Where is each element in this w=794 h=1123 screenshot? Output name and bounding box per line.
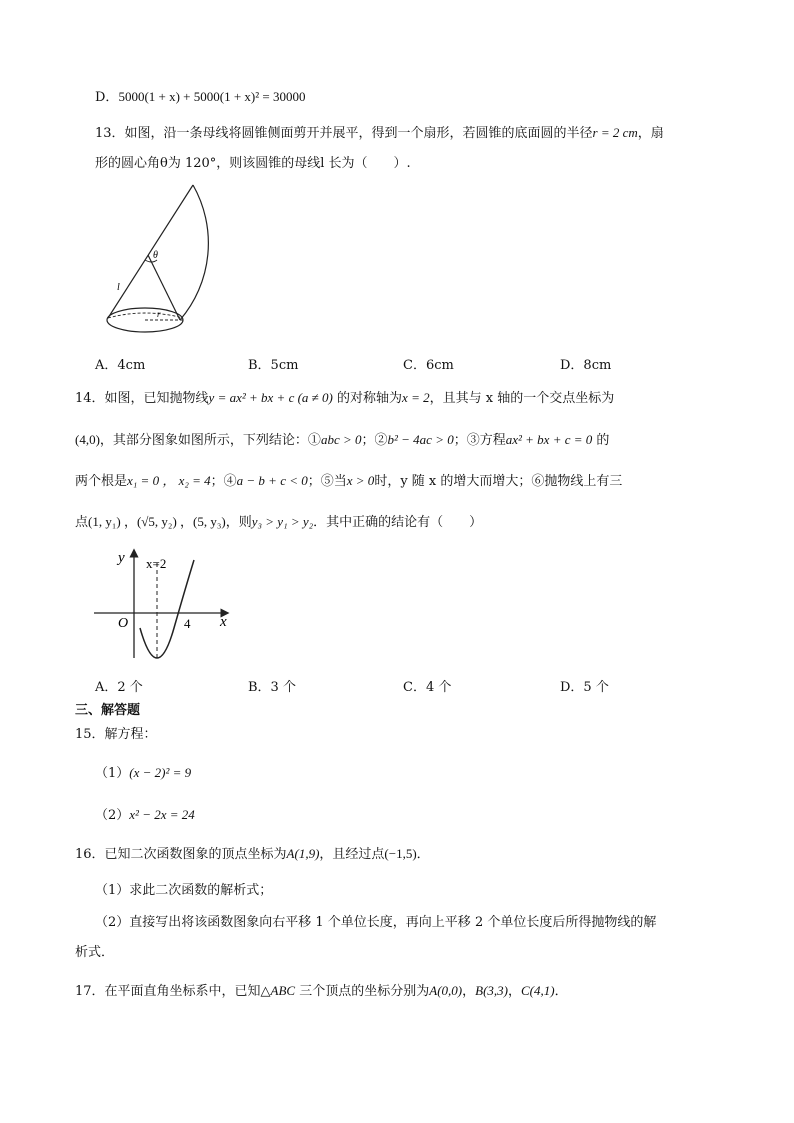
q17-line1 bbox=[75, 982, 568, 1001]
q13-option-d[interactable]: D．8cm bbox=[560, 358, 612, 373]
q15-part1-label: （1） bbox=[95, 766, 130, 781]
r-label: r bbox=[157, 309, 161, 319]
q14-line4 bbox=[75, 513, 482, 532]
q17-end: ． bbox=[554, 984, 568, 999]
q14-text4b: ，则 bbox=[225, 515, 252, 530]
q16-text-b: ，且经过点 bbox=[319, 847, 385, 862]
q14-text3: 两个根是 bbox=[75, 474, 128, 489]
q14-text4: 点 bbox=[75, 515, 89, 530]
q17-triangle: △ABC bbox=[260, 983, 296, 998]
q14-conclusion-1: abc > 0 bbox=[320, 432, 362, 447]
q14-option-b[interactable]: B．3 个 bbox=[248, 680, 296, 695]
q14-line3 bbox=[75, 472, 622, 491]
q14-text2: ，其部分图象如图所示，下列结论：① bbox=[99, 433, 321, 448]
q14-text3b: ；④ bbox=[210, 474, 237, 489]
q14-axis: x = 2 bbox=[402, 390, 430, 405]
q14-conclusion-4: a − b + c < 0 bbox=[236, 473, 308, 488]
q16-line1 bbox=[75, 845, 430, 864]
q15-part1 bbox=[95, 764, 191, 783]
q14-conclusion-6: y₃ > y₁ > y₂ bbox=[251, 514, 314, 529]
parabola-figure bbox=[92, 548, 242, 668]
q14-text: 14．如图，已知抛物线 bbox=[75, 391, 209, 406]
q14-conclusion-5: x > 0 bbox=[346, 473, 375, 488]
q16-text-c: ． bbox=[416, 847, 430, 862]
q13-text2: 形的圆心角θ为 120°，则该圆锥的母线l 长为（ ）. bbox=[95, 156, 411, 171]
cone-sector-figure bbox=[100, 180, 240, 340]
q14-option-c[interactable]: C．4 个 bbox=[403, 680, 452, 695]
q14-text2e: 的 bbox=[596, 433, 610, 448]
q14-parabola: y = ax² + bx + c (a ≠ 0) bbox=[208, 390, 333, 405]
q14-text4c: ．其中正确的结论有（ ） bbox=[313, 515, 483, 530]
q14-text3c: ；⑤当 bbox=[307, 474, 347, 489]
q15-part2 bbox=[95, 806, 195, 825]
q14-text3d: 时，y 随 x 的增大而增大；⑥抛物线上有三 bbox=[374, 474, 623, 489]
q16-part1: （1）求此二次函数的解析式； bbox=[95, 883, 273, 898]
option-label: D． bbox=[95, 90, 119, 105]
q16-part2: （2）直接写出将该函数图象向右平移 1 个单位长度，再向上平移 2 个单位长度后所得抛物线的解 bbox=[95, 915, 657, 930]
sector-arc bbox=[180, 185, 208, 320]
q13-text-end: ，扇 bbox=[637, 126, 664, 141]
theta-label: θ bbox=[153, 250, 158, 261]
q14-text-c: ，且其与 x 轴的一个交点坐标为 bbox=[429, 391, 615, 406]
q14-points: (1, y₁) ，(√5, y₂) ，(5, y₃) bbox=[88, 514, 226, 529]
parabola-curve bbox=[140, 560, 194, 658]
q17-point-a: A(0,0) bbox=[429, 983, 463, 998]
slant-line-left bbox=[108, 185, 193, 318]
q14-option-d[interactable]: D．5 个 bbox=[560, 680, 609, 695]
q14-text-b: 的对称轴为 bbox=[337, 391, 403, 406]
q16-point: (−1,5) bbox=[384, 846, 417, 861]
q15-part2-label: （2） bbox=[95, 808, 130, 823]
q14-line2 bbox=[75, 431, 609, 450]
slant-line-right bbox=[148, 255, 180, 320]
q13-line2 bbox=[95, 155, 411, 173]
q14-line1 bbox=[75, 389, 614, 408]
q13-option-a[interactable]: A．4cm bbox=[95, 358, 146, 373]
symmetry-axis-label: x=2 bbox=[146, 556, 167, 571]
q13-radius: r = 2 cm bbox=[592, 125, 638, 140]
q17-text-b: 三个顶点的坐标分别为 bbox=[299, 984, 430, 999]
q15-part2-equation: x² − 2x = 24 bbox=[129, 807, 195, 822]
q14-text2d: ；③方程 bbox=[453, 433, 506, 448]
y-axis-label: y bbox=[118, 550, 125, 566]
q15-part1-equation: (x − 2)² = 9 bbox=[129, 765, 192, 780]
root-label: 4 bbox=[184, 616, 191, 631]
q17-sep-1: ， bbox=[462, 984, 476, 999]
q14-conclusion-3: ax² + bx + c = 0 bbox=[505, 432, 593, 447]
q13-text: 13．如图，沿一条母线将圆锥侧面剪开并展平，得到一个扇形，若圆锥的底面圆的半径 bbox=[95, 126, 593, 141]
q17-point-b: B(3,3) bbox=[475, 983, 508, 998]
q16-part2-cont: 析式． bbox=[75, 945, 115, 960]
q14-text2c: ；② bbox=[361, 433, 388, 448]
hidden-base-edge bbox=[108, 313, 183, 318]
math-expression: 5000(1 + x) + 5000(1 + x)² = 30000 bbox=[118, 89, 306, 104]
q17-sep-2: ， bbox=[508, 984, 522, 999]
section-heading: 三、解答题 bbox=[75, 703, 141, 718]
prev-option-d bbox=[95, 88, 305, 107]
l-label: l bbox=[117, 282, 120, 293]
q14-point: (4,0) bbox=[75, 432, 100, 447]
q15-title: 15．解方程： bbox=[75, 727, 157, 742]
x-axis-label: x bbox=[220, 614, 227, 630]
q17-text: 17．在平面直角坐标系中，已知 bbox=[75, 984, 261, 999]
q13-line1 bbox=[95, 124, 664, 143]
q16-text: 16．已知二次函数图象的顶点坐标为 bbox=[75, 847, 287, 862]
q14-conclusion-2: b² − 4ac > 0 bbox=[387, 432, 454, 447]
q14-option-a[interactable]: A．2 个 bbox=[95, 680, 143, 695]
origin-label: O bbox=[118, 616, 129, 631]
q17-point-c: C(4,1) bbox=[521, 983, 555, 998]
q16-vertex: A(1,9) bbox=[286, 846, 320, 861]
q13-option-b[interactable]: B．5cm bbox=[248, 358, 299, 373]
q14-roots: x₁ = 0 ， x₂ = 4 bbox=[127, 473, 211, 488]
q13-option-c[interactable]: C．6cm bbox=[403, 358, 454, 373]
